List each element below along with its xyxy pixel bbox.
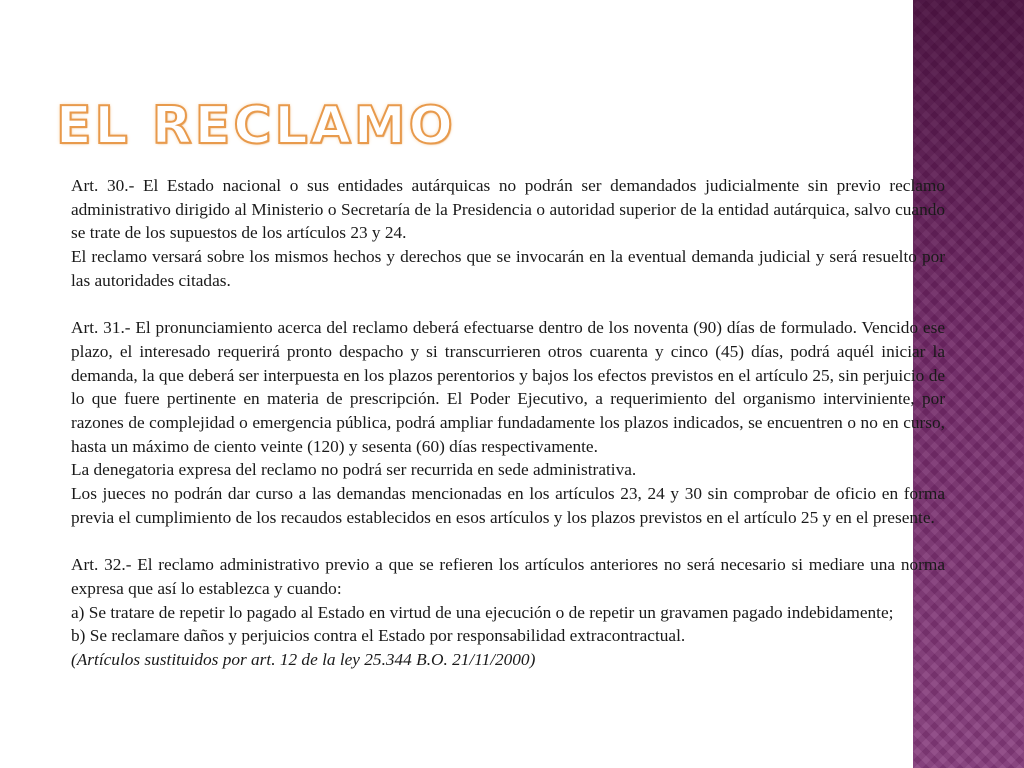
art31-third-paragraph: Los jueces no podrán dar curso a las demandas mencionadas en los artículos 23, 24 y 30 sin comprobar de oficio en forma previa el cumplimiento de los recaudos establecidos en esos artículos y los plazos previstos en el artículo 25 y en el presente.: [71, 484, 945, 527]
art31-paragraph: Art. 31.- El pronunciamiento acerca del reclamo deberá efectuarse dentro de los noventa (90) días de formulado. Vencido ese plazo, el interesado requerirá pronto despacho y si transcurrieren otros cuarenta y cinco (45) días, podrá aquél iniciar la demanda, la que deberá ser interpuesta en los plazos perentorios y bajos los efectos previstos en el artículo 25, sin perjuicio de lo que fuere pertinente en materia de prescripción. El Poder Ejecutivo, a requerimiento del organismo interviniente, por razones de complejidad o emergencia pública, podrá ampliar fundadamente los plazos indicados, se encuentren o no en curso, hasta un máximo de ciento veinte (120) y sesenta (60) días respectivamente.: [71, 318, 945, 456]
art32-paragraph: Art. 32.- El reclamo administrativo previo a que se refieren los artículos anteriores no será necesario si mediare una norma expresa que así lo establezca y cuando:: [71, 555, 945, 598]
art31-second-paragraph: La denegatoria expresa del reclamo no podrá ser recurrida en sede administrativa.: [71, 460, 637, 480]
slide-body: [71, 174, 945, 672]
art32-source-note: (Artículos sustituidos por art. 12 de la ley 25.344 B.O. 21/11/2000): [71, 650, 536, 670]
paragraph-gap: [71, 293, 945, 317]
art32-item-a: a) Se tratare de repetir lo pagado al Estado en virtud de una ejecución o de repetir un gravamen pagado indebidamente;: [71, 602, 894, 622]
art30-second-paragraph: El reclamo versará sobre los mismos hechos y derechos que se invocarán en la eventual demanda judicial y será resuelto por las autoridades citadas.: [71, 247, 945, 290]
art32-item-b: b) Se reclamare daños y perjuicios contra el Estado por responsabilidad extracontractual.: [71, 626, 686, 646]
slide-title: EL RECLAMO: [56, 96, 456, 156]
art30-paragraph: Art. 30.- El Estado nacional o sus entidades autárquicas no podrán ser demandados judicialmente sin previo reclamo administrativo dirigido al Ministerio o Secretaría de la Presidencia o autoridad superior de la entidad autárquica, salvo cuando se trate de los supuestos de los artículos 23 y 24.: [71, 176, 945, 243]
paragraph-gap: [71, 530, 945, 554]
